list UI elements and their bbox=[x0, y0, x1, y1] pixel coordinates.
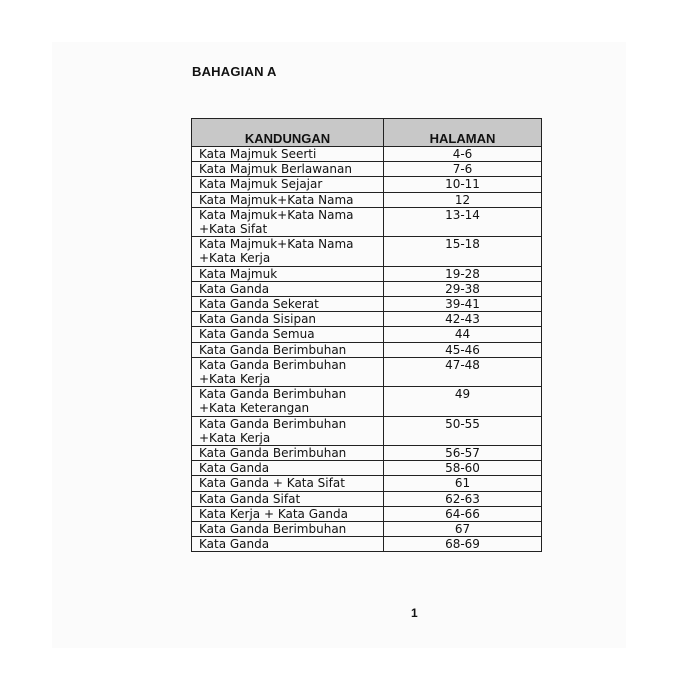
page-cell: 10-11 bbox=[384, 177, 542, 192]
table-row bbox=[192, 162, 542, 177]
table-row bbox=[192, 207, 542, 236]
content-cell: Kata Ganda + Kata Sifat bbox=[192, 476, 384, 491]
page-cell: 4-6 bbox=[384, 147, 542, 162]
section-title: BAHAGIAN A bbox=[192, 64, 277, 79]
header-halaman: HALAMAN bbox=[384, 119, 542, 147]
content-cell: Kata Ganda Sisipan bbox=[192, 312, 384, 327]
table-row bbox=[192, 387, 542, 416]
page-cell: 12 bbox=[384, 192, 542, 207]
content-cell: Kata Ganda Berimbuhan +Kata Keterangan bbox=[192, 387, 384, 416]
page-number: 1 bbox=[411, 606, 418, 620]
page-cell: 64-66 bbox=[384, 506, 542, 521]
page-cell: 68-69 bbox=[384, 537, 542, 552]
table-row bbox=[192, 147, 542, 162]
page-cell: 62-63 bbox=[384, 491, 542, 506]
contents-table bbox=[191, 118, 542, 552]
page-cell: 15-18 bbox=[384, 237, 542, 266]
table-row bbox=[192, 446, 542, 461]
content-cell: Kata Ganda Berimbuhan bbox=[192, 522, 384, 537]
content-cell: Kata Majmuk+Kata Nama +Kata Sifat bbox=[192, 207, 384, 236]
page-cell: 13-14 bbox=[384, 207, 542, 236]
table-row bbox=[192, 522, 542, 537]
table-row bbox=[192, 237, 542, 266]
table-row bbox=[192, 192, 542, 207]
table-row bbox=[192, 506, 542, 521]
page-cell: 19-28 bbox=[384, 266, 542, 281]
table-row bbox=[192, 281, 542, 296]
page-cell: 61 bbox=[384, 476, 542, 491]
page-cell: 47-48 bbox=[384, 357, 542, 386]
page-cell: 67 bbox=[384, 522, 542, 537]
table-row bbox=[192, 266, 542, 281]
table-body bbox=[192, 147, 542, 552]
content-cell: Kata Ganda Sekerat bbox=[192, 297, 384, 312]
table-row bbox=[192, 491, 542, 506]
table-row bbox=[192, 416, 542, 445]
page-cell: 29-38 bbox=[384, 281, 542, 296]
page-cell: 58-60 bbox=[384, 461, 542, 476]
table-row bbox=[192, 342, 542, 357]
table-row bbox=[192, 357, 542, 386]
content-cell: Kata Ganda bbox=[192, 281, 384, 296]
page-cell: 45-46 bbox=[384, 342, 542, 357]
content-cell: Kata Majmuk Seerti bbox=[192, 147, 384, 162]
page-cell: 42-43 bbox=[384, 312, 542, 327]
content-cell: Kata Majmuk+Kata Nama bbox=[192, 192, 384, 207]
content-cell: Kata Ganda Berimbuhan +Kata Kerja bbox=[192, 357, 384, 386]
content-cell: Kata Ganda Berimbuhan bbox=[192, 342, 384, 357]
content-cell: Kata Majmuk Sejajar bbox=[192, 177, 384, 192]
content-cell: Kata Majmuk Berlawanan bbox=[192, 162, 384, 177]
page-cell: 49 bbox=[384, 387, 542, 416]
page-cell: 56-57 bbox=[384, 446, 542, 461]
table-row bbox=[192, 177, 542, 192]
table-row bbox=[192, 476, 542, 491]
table-row bbox=[192, 327, 542, 342]
table-row bbox=[192, 312, 542, 327]
page-cell: 44 bbox=[384, 327, 542, 342]
table-row bbox=[192, 297, 542, 312]
content-cell: Kata Kerja + Kata Ganda bbox=[192, 506, 384, 521]
page-cell: 7-6 bbox=[384, 162, 542, 177]
header-kandungan: KANDUNGAN bbox=[192, 119, 384, 147]
page-cell: 50-55 bbox=[384, 416, 542, 445]
content-cell: Kata Ganda Sifat bbox=[192, 491, 384, 506]
content-cell: Kata Ganda bbox=[192, 537, 384, 552]
content-cell: Kata Majmuk bbox=[192, 266, 384, 281]
page-cell: 39-41 bbox=[384, 297, 542, 312]
table-header-row bbox=[192, 119, 542, 147]
content-cell: Kata Ganda bbox=[192, 461, 384, 476]
table-row bbox=[192, 537, 542, 552]
table-row bbox=[192, 461, 542, 476]
content-cell: Kata Majmuk+Kata Nama +Kata Kerja bbox=[192, 237, 384, 266]
content-cell: Kata Ganda Berimbuhan bbox=[192, 446, 384, 461]
content-cell: Kata Ganda Berimbuhan +Kata Kerja bbox=[192, 416, 384, 445]
content-cell: Kata Ganda Semua bbox=[192, 327, 384, 342]
